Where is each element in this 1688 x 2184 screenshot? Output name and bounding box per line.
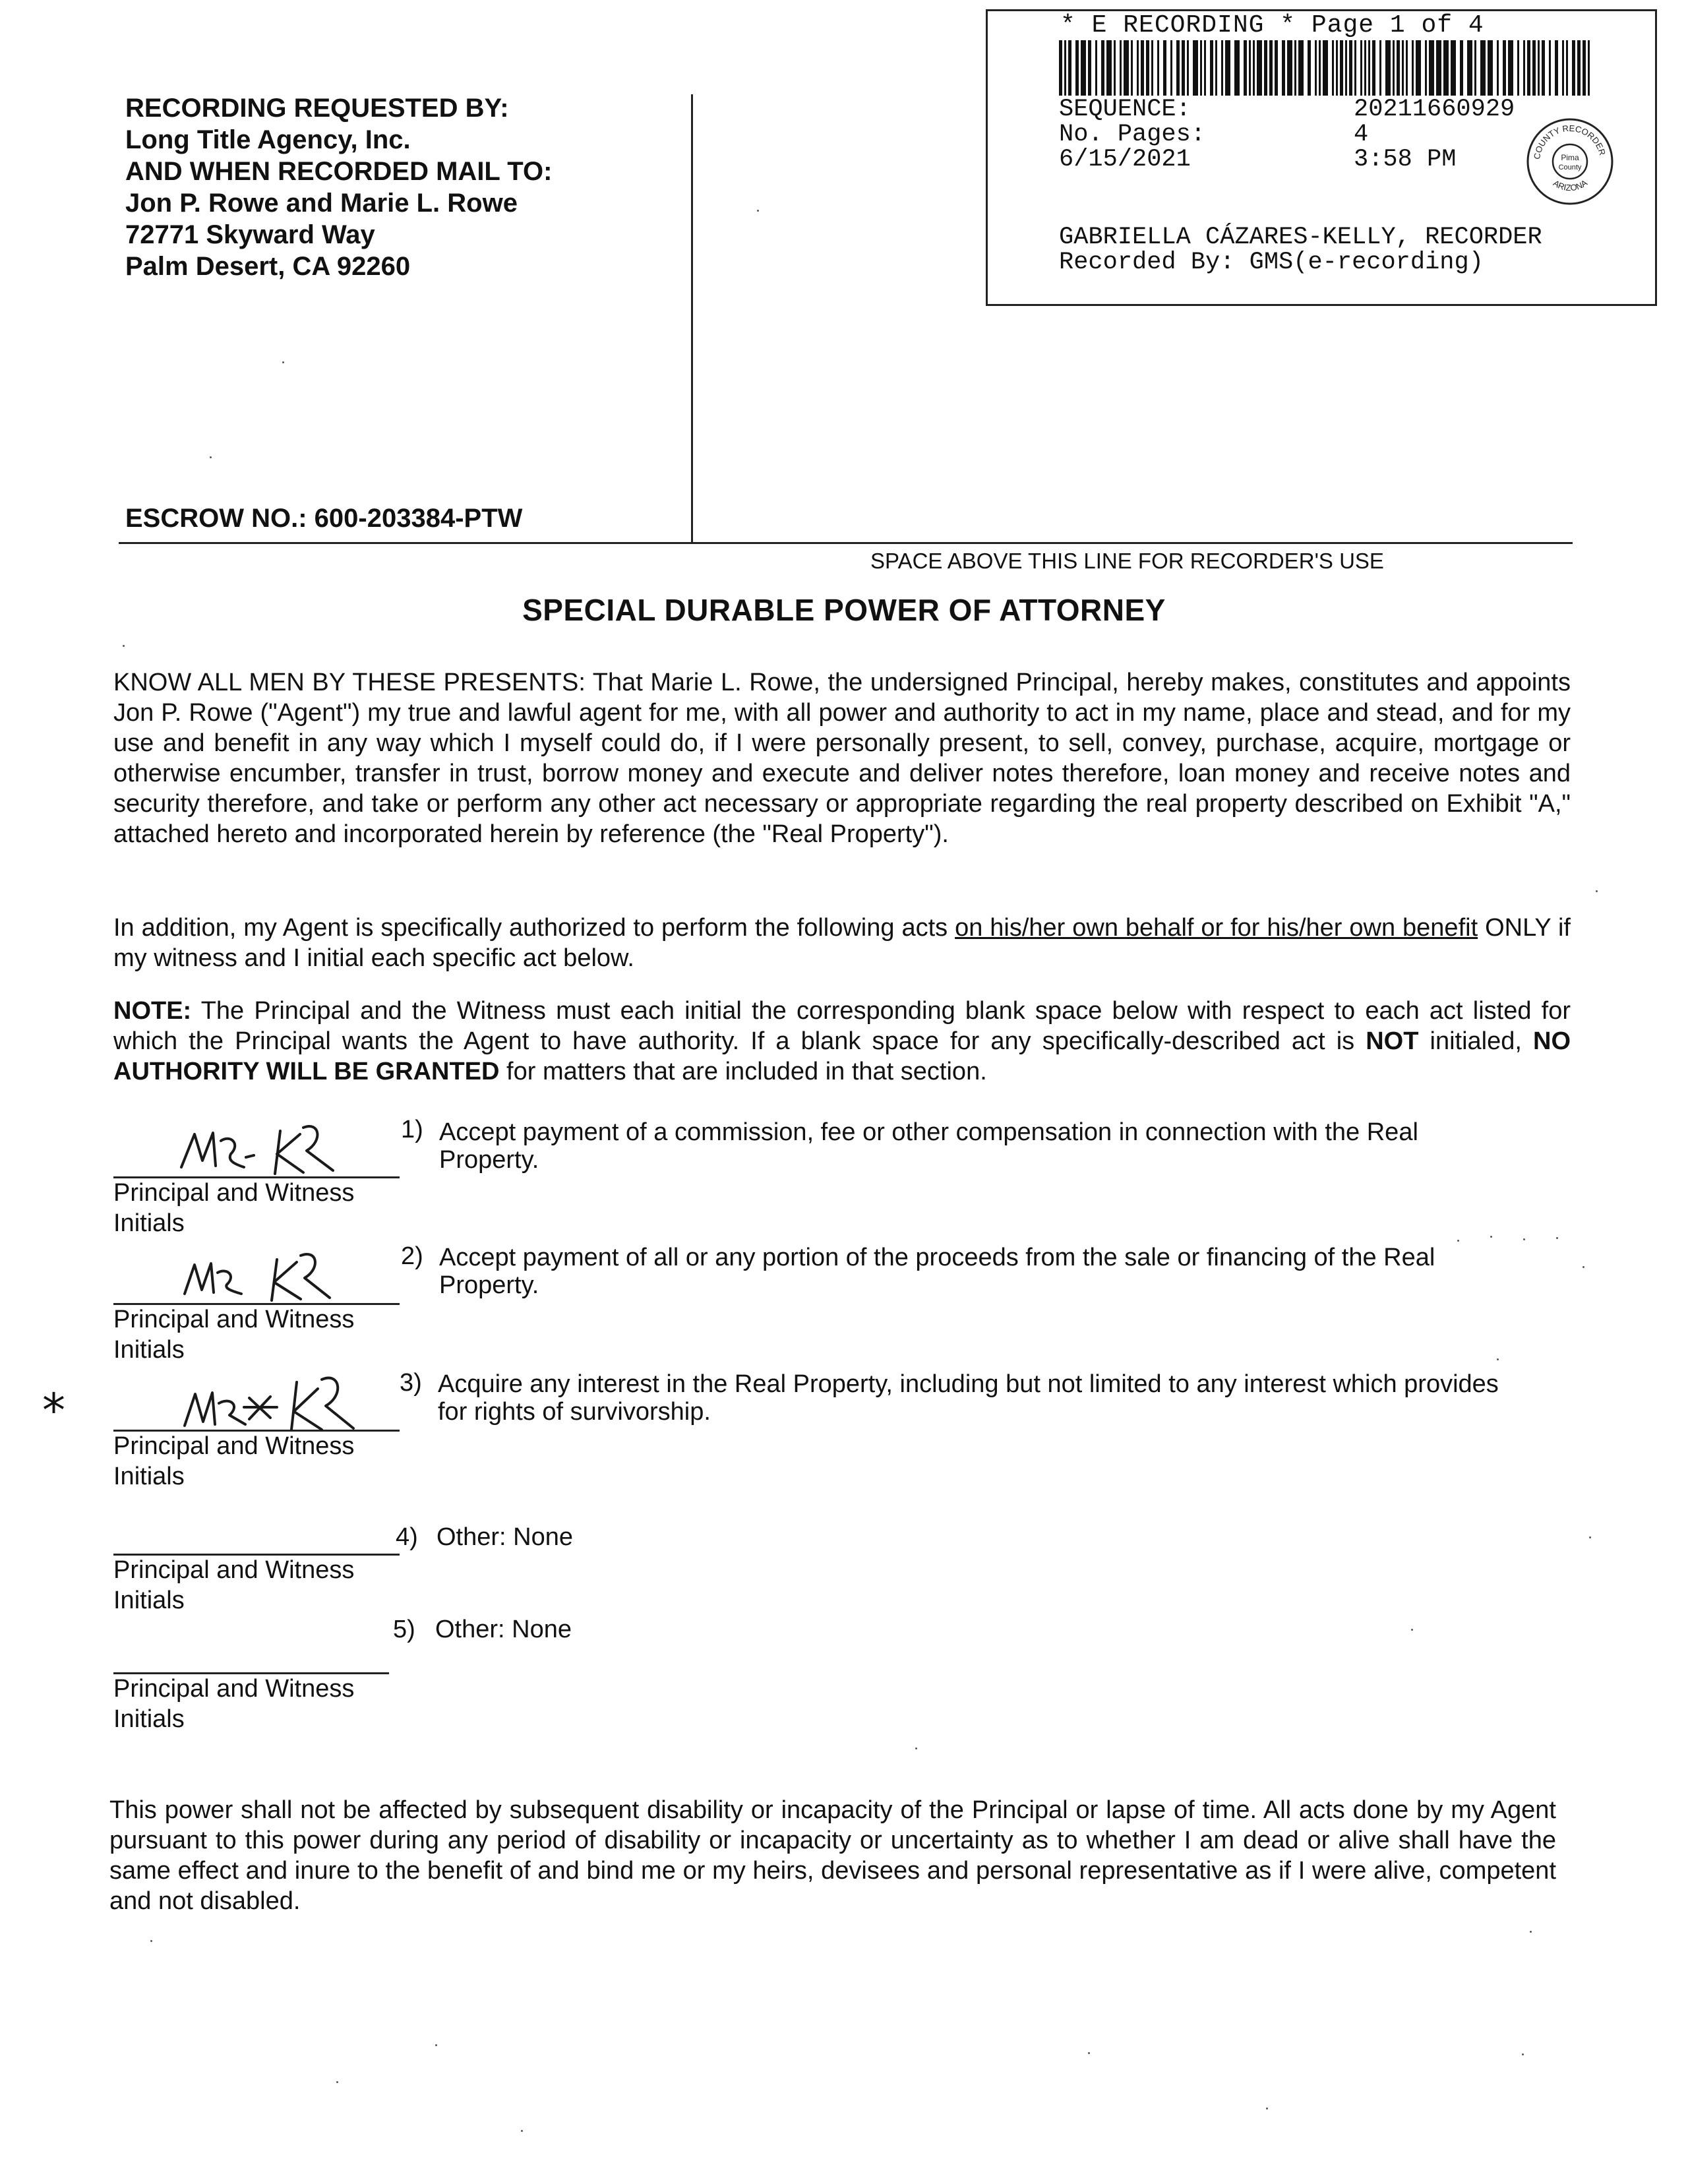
scan-speck — [1582, 1266, 1584, 1268]
record-date: 6/15/2021 — [1059, 146, 1191, 173]
barcode-bar — [1508, 40, 1513, 96]
scan-speck — [150, 1940, 152, 1942]
barcode-bar — [1562, 40, 1564, 96]
barcode-bar — [1480, 40, 1486, 96]
barcode-bar — [1397, 40, 1400, 96]
barcode-bar — [1402, 40, 1404, 96]
scan-speck — [1596, 890, 1598, 892]
initials-label-5 — [113, 1674, 354, 1734]
barcode-bar — [1549, 40, 1551, 96]
barcode-bar — [1532, 40, 1536, 96]
barcode-bar — [1379, 40, 1381, 96]
barcode-bar — [1323, 40, 1328, 96]
barcode-bar — [1253, 40, 1255, 96]
initials-signature-2 — [171, 1240, 369, 1306]
vertical-divider — [691, 94, 693, 543]
mail-to-names: Jon P. Rowe and Marie L. Rowe — [125, 189, 518, 218]
barcode-bar — [1497, 40, 1499, 96]
recorder-space-divider — [119, 542, 1573, 544]
barcode-bar — [1176, 40, 1180, 96]
act-3-number: 3) — [400, 1369, 422, 1397]
barcode-bar — [1349, 40, 1352, 96]
barcode-bar — [1200, 40, 1202, 96]
act-1-text: Accept payment of a commission, fee or other compensation in connection with the Real Property. — [439, 1118, 1418, 1174]
barcode-bar — [1131, 40, 1133, 96]
barcode-bar — [1269, 40, 1273, 96]
scan-speck — [1088, 2052, 1090, 2054]
barcode-bar — [1137, 40, 1139, 96]
initials-label-3 — [113, 1431, 354, 1492]
barcode-bar — [1340, 40, 1343, 96]
barcode-bar — [1124, 40, 1129, 96]
act-1-number: 1) — [401, 1116, 423, 1143]
svg-text:Pima: Pima — [1561, 153, 1579, 162]
barcode-bar — [1095, 40, 1097, 96]
durability-paragraph: This power shall not be affected by subsequent disability or incapacity of the Principal or lapse of time. All acts done by my Agent pursuant to this power during any period of disability or incapacity or uncertainty as to whether I am dead or alive shall have the same effect and inure to the benefit of and bind me or my heirs, devisees and personal representative as if I were alive, competent and not disabled. — [109, 1796, 1556, 1915]
mail-to-city: Palm Desert, CA 92260 — [125, 252, 411, 281]
additional-authority-paragraph — [113, 913, 1571, 973]
barcode-bar — [1588, 40, 1590, 96]
barcode-bar — [1059, 40, 1062, 96]
scan-speck — [1589, 1536, 1591, 1538]
note-part3: for matters that are included in that section. — [499, 1058, 987, 1085]
initials-label-2 — [113, 1304, 354, 1365]
initials-label-line2: Initials — [113, 1705, 185, 1733]
barcode-bar — [1523, 40, 1525, 96]
initials-label-line2: Initials — [113, 1463, 185, 1490]
barcode-bar — [1425, 40, 1427, 96]
scan-speck — [521, 2130, 523, 2132]
barcode-bar — [1577, 40, 1581, 96]
stamp-header: * E RECORDING * Page 1 of 4 — [1060, 11, 1484, 40]
barcode-bar — [1393, 40, 1395, 96]
svg-text:COUNTY RECORDER: COUNTY RECORDER — [1532, 123, 1608, 160]
barcode-bar — [1368, 40, 1370, 96]
barcode-bar — [1157, 40, 1159, 96]
requested-by: Long Title Agency, Inc. — [125, 125, 411, 154]
recorded-by: Recorded By: GMS(e-recording) — [1059, 249, 1484, 276]
barcode-bar — [1146, 40, 1149, 96]
sequence-label: SEQUENCE: — [1059, 96, 1191, 123]
scan-speck — [210, 456, 212, 458]
escrow-number: ESCROW NO.: 600-203384-PTW — [125, 504, 523, 533]
scan-speck — [915, 1747, 917, 1749]
barcode-bar — [1451, 40, 1456, 96]
barcode-bar — [1101, 40, 1104, 96]
scan-speck — [336, 2081, 338, 2083]
barcode-bar — [1106, 40, 1112, 96]
note-label: NOTE: — [113, 997, 192, 1025]
barcode-bar — [1294, 40, 1296, 96]
barcode-bar — [1474, 40, 1476, 96]
barcode-bar — [1488, 40, 1493, 96]
note-bold2: NO AUTHORITY WILL BE GRANTED — [113, 1027, 1571, 1085]
barcode-bar — [1416, 40, 1421, 96]
barcode-bar — [1275, 40, 1278, 96]
pages-value: 4 — [1354, 121, 1369, 148]
barcode-bar — [1555, 40, 1558, 96]
barcode-bar — [1287, 40, 1292, 96]
barcode-bar — [1364, 40, 1366, 96]
barcode-bar — [1187, 40, 1189, 96]
requested-by-label: RECORDING REQUESTED BY: — [125, 94, 509, 123]
barcode-bar — [1120, 40, 1122, 96]
initials-label-4 — [113, 1555, 354, 1616]
act-4-number: 4) — [396, 1523, 418, 1551]
barcode-bar — [1257, 40, 1262, 96]
scan-speck — [1497, 1358, 1499, 1360]
act-2-number: 2) — [401, 1242, 423, 1270]
barcode-bar — [1068, 40, 1071, 96]
barcode-bar — [1264, 40, 1267, 96]
barcode-bar — [1572, 40, 1575, 96]
barcode-bar — [1244, 40, 1247, 96]
county-recorder-seal-icon — [1525, 117, 1615, 206]
barcode-bar — [1193, 40, 1198, 96]
grant-paragraph: KNOW ALL MEN BY THESE PRESENTS: That Marie L. Rowe, the undersigned Principal, hereby makes, constitutes and appoints Jon P. Rowe ("Agent") my true and lawful agent for me, with all power and authority to act in my name, place and stead, and for my use and benefit in any way which I myself could do, if I were personally present, to sell, convey, purchase, acquire, mortgage or otherwise encumber, transfer in trust, borrow money and execute and deliver notes therefore, loan money and receive notes and security therefore, and take or perform any other act necessary or appropriate regarding the real property described on Exhibit "A," attached hereto and incorporated herein by reference (the "Real Property"). — [113, 669, 1571, 848]
barcode-bar — [1345, 40, 1347, 96]
barcode-bar — [1443, 40, 1449, 96]
barcode-bar — [1141, 40, 1144, 96]
barcode-bar — [1225, 40, 1230, 96]
scan-speck — [1266, 2108, 1268, 2109]
mail-to-street: 72771 Skyward Way — [125, 220, 375, 249]
barcode-bar — [1064, 40, 1066, 96]
barcode-bar — [1081, 40, 1086, 96]
act-5-text: Other: None — [435, 1616, 572, 1643]
note-part2: initialed, — [1418, 1027, 1533, 1055]
scan-speck — [1523, 1238, 1525, 1240]
barcode-bar — [1429, 40, 1434, 96]
sequence-value: 20211660929 — [1354, 96, 1515, 123]
document-title: SPECIAL DURABLE POWER OF ATTORNEY — [522, 593, 1166, 627]
margin-asterisk-mark: * — [42, 1383, 65, 1438]
barcode-bar — [1517, 40, 1519, 96]
barcode-bar — [1234, 40, 1240, 96]
barcode-bar — [1538, 40, 1540, 96]
barcode-bar — [1315, 40, 1317, 96]
barcode — [1059, 40, 1597, 96]
initials-label-line2: Initials — [113, 1587, 185, 1614]
scan-speck — [1411, 1629, 1413, 1631]
barcode-bar — [1354, 40, 1356, 96]
barcode-bar — [1163, 40, 1166, 96]
record-time: 3:58 PM — [1354, 146, 1457, 173]
barcode-bar — [1412, 40, 1414, 96]
pages-label: No. Pages: — [1059, 121, 1206, 148]
barcode-bar — [1151, 40, 1153, 96]
barcode-bar — [1372, 40, 1375, 96]
scan-speck — [1556, 1237, 1558, 1239]
scan-speck — [123, 645, 125, 647]
initials-signature-1 — [168, 1114, 366, 1180]
act-4-text: Other: None — [437, 1523, 573, 1551]
barcode-bar — [1582, 40, 1586, 96]
initials-label-1 — [113, 1178, 354, 1238]
barcode-bar — [1215, 40, 1217, 96]
barcode-bar — [1542, 40, 1545, 96]
initials-label-line2: Initials — [113, 1336, 185, 1364]
recording-stamp — [986, 9, 1657, 306]
act-5-number: 5) — [393, 1616, 415, 1643]
recorder-use-note: SPACE ABOVE THIS LINE FOR RECORDER'S USE — [870, 549, 1384, 573]
barcode-bar — [1075, 40, 1079, 96]
barcode-bar — [1210, 40, 1213, 96]
barcode-bar — [1503, 40, 1506, 96]
recorder-name: GABRIELLA CÁZARES-KELLY, RECORDER — [1059, 224, 1542, 251]
barcode-bar — [1385, 40, 1391, 96]
scan-speck — [757, 210, 759, 212]
svg-text:ARIZONA: ARIZONA — [1551, 177, 1589, 193]
barcode-bar — [1114, 40, 1116, 96]
barcode-bar — [1282, 40, 1285, 96]
initials-label-line1: Principal and Witness — [113, 1432, 355, 1460]
barcode-bar — [1460, 40, 1463, 96]
svg-text:County: County — [1558, 164, 1582, 171]
initials-label-line1: Principal and Witness — [113, 1675, 355, 1703]
barcode-bar — [1566, 40, 1568, 96]
barcode-bar — [1319, 40, 1321, 96]
scan-speck — [435, 2044, 437, 2046]
barcode-bar — [1332, 40, 1334, 96]
act-3-text: Acquire any interest in the Real Property, including but not limited to any interest which provides for rights of survivorship. — [438, 1370, 1499, 1426]
initials-label-line1: Principal and Witness — [113, 1179, 355, 1207]
note-part1: The Principal and the Witness must each initial the corresponding blank space below with respect to each act listed for which the Principal wants the Agent to have authority. If a blank space for any specifically-described act is — [113, 997, 1571, 1055]
scan-speck — [282, 361, 284, 363]
scan-speck — [1457, 1240, 1459, 1242]
scan-speck — [1530, 1931, 1532, 1933]
barcode-bar — [1467, 40, 1472, 96]
note-not: NOT — [1366, 1027, 1419, 1055]
mail-to-label: AND WHEN RECORDED MAIL TO: — [125, 157, 553, 186]
scan-speck — [1490, 1236, 1492, 1238]
barcode-bar — [1221, 40, 1223, 96]
barcode-bar — [1298, 40, 1304, 96]
barcode-bar — [1406, 40, 1408, 96]
barcode-bar — [1336, 40, 1338, 96]
initials-label-line2: Initials — [113, 1209, 185, 1237]
barcode-bar — [1436, 40, 1441, 96]
barcode-bar — [1182, 40, 1185, 96]
barcode-bar — [1170, 40, 1172, 96]
barcode-bar — [1088, 40, 1091, 96]
barcode-bar — [1360, 40, 1362, 96]
p2-start: In addition, my Agent is specifically authorized to perform the following acts — [113, 914, 955, 942]
initials-label-line1: Principal and Witness — [113, 1556, 355, 1584]
initials-signature-3 — [171, 1365, 389, 1438]
barcode-bar — [1308, 40, 1311, 96]
barcode-bar — [1204, 40, 1206, 96]
initials-label-line1: Principal and Witness — [113, 1306, 355, 1333]
barcode-bar — [1249, 40, 1251, 96]
barcode-bar — [1527, 40, 1530, 96]
act-2-text: Accept payment of all or any portion of the proceeds from the sale or financing of the Real Property. — [439, 1244, 1435, 1299]
note-paragraph — [113, 996, 1571, 1087]
scan-speck — [1522, 2053, 1524, 2055]
p2-end: ONLY if my witness and I initial each specific act below. — [113, 914, 1571, 972]
p2-underlined: on his/her own behalf or for his/her own benefit — [955, 914, 1478, 942]
